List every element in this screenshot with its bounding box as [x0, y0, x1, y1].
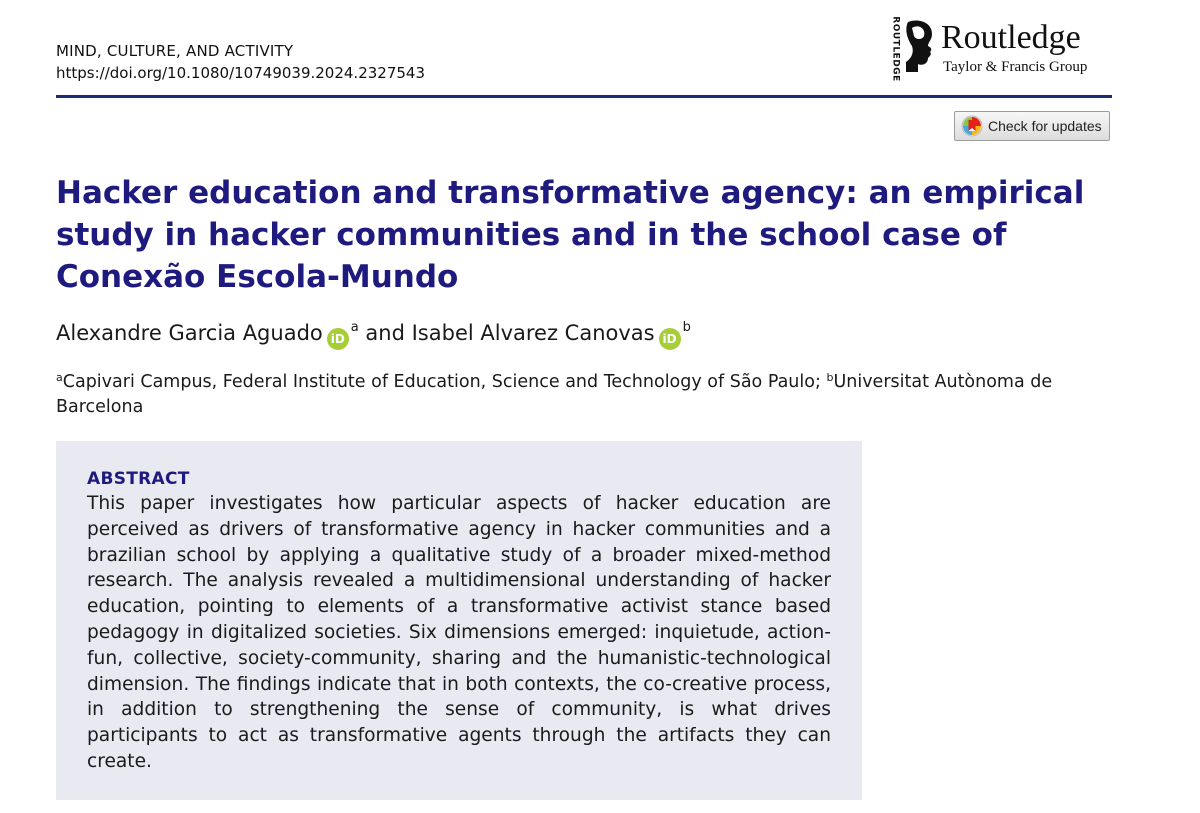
publisher-group: Taylor & Francis Group: [943, 59, 1088, 75]
routledge-logo: [885, 16, 1117, 80]
crossmark-icon: [961, 115, 983, 137]
author-list: [56, 313, 691, 350]
logo-vertical-label: ROUTLEDGE: [890, 16, 901, 82]
publisher-name: Routledge: [941, 19, 1081, 56]
orcid-icon[interactable]: iD: [327, 328, 349, 350]
affiliations: [56, 365, 1126, 420]
abstract-text: This paper investigates how particular aspects of hacker education are perceived as drivers of transformative agency in hacker communities and a brazilian school by applying a qualitative study of a broader mixed-method research. The analysis revealed a multidimensional understanding of hacker education, pointing to elements of a transformative activist stance based pedagogy in digitalized societies. Six dimensions emerged: inquietude, action-fun, collective, society-community, sharing and the humanistic-technological dimension. The findings indicate that in both contexts, the co-creative process, in addition to strengthening the sense of community, is what drives participants to act as transformative agents through the artifacts they can create.: [87, 493, 831, 772]
check-for-updates-button[interactable]: [954, 111, 1110, 141]
affiliation-mark: a: [56, 371, 63, 384]
affiliation-mark: b: [826, 371, 834, 384]
check-for-updates-label: Check for updates: [988, 118, 1102, 134]
author-name[interactable]: Isabel Alvarez Canovas: [411, 321, 655, 345]
header-divider: [56, 95, 1112, 98]
abstract-box: [56, 441, 862, 800]
author-joiner: and: [365, 321, 405, 345]
doi-link[interactable]: https://doi.org/10.1080/10749039.2024.2327543: [56, 64, 426, 82]
author-name[interactable]: Alexandre Garcia Aguado: [56, 321, 323, 345]
profile-head-icon: [902, 18, 938, 74]
abstract-heading: ABSTRACT: [87, 469, 190, 489]
journal-header: [56, 40, 425, 84]
paper-title: Hacker education and transformative agency: an empirical study in hacker communities and in the school case of Conexão Escola-Mundo: [56, 175, 1085, 295]
affiliation-text: Capivari Campus, Federal Institute of Education, Science and Technology of São Paulo;: [62, 372, 821, 392]
affiliation-mark: a: [350, 320, 359, 335]
orcid-icon[interactable]: iD: [659, 328, 681, 350]
journal-name: MIND, CULTURE, AND ACTIVITY: [56, 42, 294, 60]
affiliation-text: Universitat Autònoma de Barcelona: [56, 372, 1053, 417]
affiliation-mark: b: [682, 320, 691, 335]
